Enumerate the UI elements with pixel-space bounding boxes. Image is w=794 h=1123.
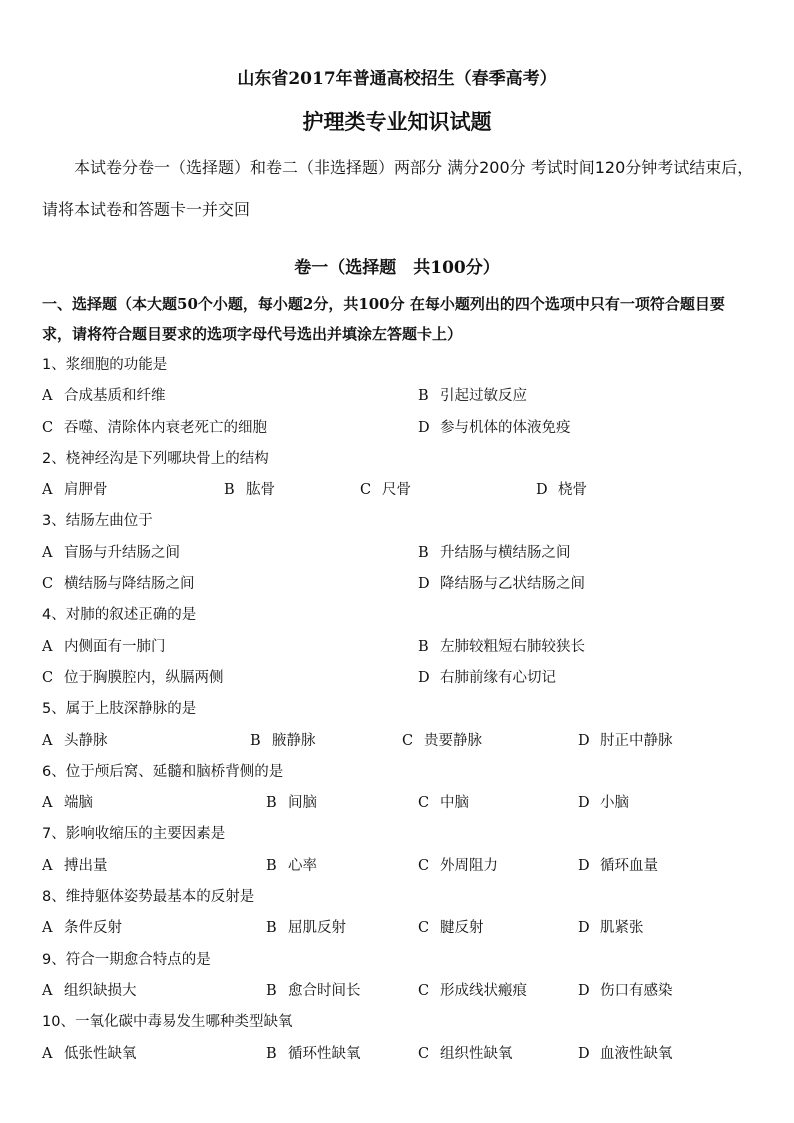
option-c — [418, 851, 498, 882]
option-text: 参与机体的体液免疫 — [440, 419, 571, 436]
question-stem: 5、属于上肢深静脉的是 — [42, 701, 197, 718]
option-text: 肩胛骨 — [64, 482, 108, 499]
option-text: 引起过敏反应 — [440, 388, 527, 405]
option-letter: B — [418, 638, 429, 655]
option-c — [402, 726, 482, 757]
option-d — [418, 569, 585, 600]
section-title: 卷一（选择题 共100分） — [294, 258, 500, 278]
option-letter: D — [418, 669, 430, 686]
option-c — [42, 663, 224, 694]
option-d — [578, 976, 673, 1007]
option-letter: D — [418, 576, 430, 593]
option-letter: C — [402, 732, 414, 749]
option-a — [42, 475, 108, 506]
option-text: 间脑 — [288, 795, 317, 812]
question-stem: 2、桡神经沟是下列哪块骨上的结构 — [42, 450, 269, 467]
option-c — [360, 475, 411, 506]
option-text: 腱反射 — [440, 920, 484, 937]
option-d — [536, 475, 587, 506]
option-letter: A — [42, 920, 53, 937]
option-a — [42, 538, 180, 569]
question-stem: 6、位于颅后窝、延髓和脑桥背侧的是 — [42, 763, 284, 780]
question-stem: 3、结肠左曲位于 — [42, 513, 153, 530]
option-text: 组织性缺氧 — [440, 1045, 513, 1062]
option-letter: B — [418, 544, 429, 561]
option-letter: A — [42, 1045, 53, 1062]
option-text: 头静脉 — [64, 732, 108, 749]
option-row — [42, 538, 754, 569]
option-row — [42, 475, 754, 506]
question-stem: 10、一氧化碳中毒易发生哪种类型缺氧 — [42, 1014, 293, 1031]
question-stem: 9、符合一期愈合特点的是 — [42, 951, 211, 968]
option-a — [42, 632, 166, 663]
option-b — [266, 851, 317, 882]
option-b — [266, 1039, 361, 1070]
option-row — [42, 788, 754, 819]
option-b — [266, 976, 361, 1007]
option-b — [418, 538, 571, 569]
option-row — [42, 381, 754, 412]
question-stem: 1、浆细胞的功能是 — [42, 357, 168, 373]
option-text: 端脑 — [64, 795, 93, 812]
option-text: 愈合时间长 — [288, 982, 361, 999]
option-text: 降结肠与乙状结肠之间 — [440, 576, 585, 593]
option-text: 心率 — [288, 857, 317, 874]
option-letter: D — [578, 857, 590, 874]
option-text: 肘正中静脉 — [600, 732, 673, 749]
question-stem: 4、对肺的叙述正确的是 — [42, 607, 197, 624]
option-letter: C — [42, 419, 54, 436]
option-a — [42, 788, 93, 819]
option-text: 低张性缺氧 — [64, 1045, 137, 1062]
option-row — [42, 569, 754, 600]
option-letter: B — [266, 920, 277, 937]
option-letter: C — [418, 795, 430, 812]
option-a — [42, 976, 137, 1007]
option-text: 尺骨 — [382, 482, 411, 499]
option-letter: A — [42, 732, 53, 749]
option-text: 循环血量 — [600, 857, 658, 874]
option-letter: D — [536, 482, 548, 499]
exam-intro: 本试卷分卷一（选择题）和卷二（非选择题）两部分 满分200分 考试时间120分钟考试结束后，请将本试卷和答题卡一并交回 — [42, 158, 754, 219]
option-letter: D — [418, 419, 430, 436]
option-c — [418, 913, 484, 944]
option-text: 盲肠与升结肠之间 — [64, 544, 180, 561]
option-text: 贵要静脉 — [424, 732, 482, 749]
option-text: 升结肠与横结肠之间 — [440, 544, 571, 561]
option-text: 搏出量 — [64, 857, 108, 874]
option-row — [42, 913, 754, 944]
option-text: 中脑 — [440, 795, 469, 812]
option-letter: B — [250, 732, 261, 749]
option-text: 肌紧张 — [600, 920, 644, 937]
option-letter: C — [418, 982, 430, 999]
option-letter: B — [224, 482, 235, 499]
option-letter: B — [266, 1045, 277, 1062]
option-b — [418, 381, 527, 412]
option-row — [42, 976, 754, 1007]
option-letter: A — [42, 857, 53, 874]
question-list — [42, 350, 754, 1070]
option-d — [418, 413, 571, 444]
option-row — [42, 726, 754, 757]
option-row — [42, 632, 754, 663]
option-text: 腋静脉 — [272, 732, 316, 749]
option-row — [42, 1039, 754, 1070]
option-letter: C — [42, 576, 54, 593]
option-letter: C — [42, 669, 54, 686]
option-text: 横结肠与降结肠之间 — [64, 576, 195, 593]
option-a — [42, 381, 166, 412]
option-a — [42, 851, 108, 882]
option-row — [42, 663, 754, 694]
option-text: 组织缺损大 — [64, 982, 137, 999]
option-letter: B — [266, 857, 277, 874]
option-d — [578, 788, 629, 819]
option-text: 右肺前缘有心切记 — [440, 669, 556, 686]
option-text: 合成基质和纤维 — [64, 388, 166, 405]
option-letter: A — [42, 982, 53, 999]
option-letter: D — [578, 795, 590, 812]
section-instructions: 一、选择题（本大题50个小题，每小题2分，共100分 在每小题列出的四个选项中只有一项符合题目要求，请将符合题目要求的选项字母代号选出并填涂左答题卡上） — [42, 295, 725, 343]
option-letter: A — [42, 388, 53, 405]
option-letter: A — [42, 638, 53, 655]
option-text: 循环性缺氧 — [288, 1045, 361, 1062]
option-text: 小脑 — [600, 795, 629, 812]
option-b — [266, 788, 317, 819]
option-letter: A — [42, 795, 53, 812]
option-b — [266, 913, 346, 944]
option-d — [578, 851, 658, 882]
option-a — [42, 913, 122, 944]
question-stem: 7、影响收缩压的主要因素是 — [42, 826, 226, 843]
option-letter: B — [418, 388, 429, 405]
option-letter: D — [578, 982, 590, 999]
option-c — [418, 1039, 513, 1070]
option-text: 位于胸膜腔内，纵膈两侧 — [64, 669, 224, 686]
option-text: 外周阻力 — [440, 857, 498, 874]
option-a — [42, 1039, 137, 1070]
option-letter: A — [42, 544, 53, 561]
option-letter: B — [266, 795, 277, 812]
option-d — [578, 726, 673, 757]
option-text: 屈肌反射 — [288, 920, 346, 937]
option-text: 内侧面有一肺门 — [64, 638, 166, 655]
option-letter: D — [578, 920, 590, 937]
option-c — [42, 569, 195, 600]
option-row — [42, 413, 754, 444]
option-text: 形成线状瘢痕 — [440, 982, 527, 999]
option-letter: C — [360, 482, 372, 499]
option-text: 吞噬、清除体内衰老死亡的细胞 — [64, 419, 267, 436]
exam-subtitle: 护理类专业知识试题 — [302, 109, 492, 134]
option-text: 伤口有感染 — [600, 982, 673, 999]
option-d — [418, 663, 556, 694]
option-c — [418, 788, 469, 819]
option-b — [250, 726, 316, 757]
option-a — [42, 726, 108, 757]
option-text: 血液性缺氧 — [600, 1045, 673, 1062]
option-text: 左肺较粗短右肺较狭长 — [440, 638, 585, 655]
exam-title: 山东省2017年普通高校招生（春季高考） — [237, 69, 557, 89]
option-b — [418, 632, 585, 663]
option-letter: D — [578, 1045, 590, 1062]
option-b — [224, 475, 275, 506]
option-text: 肱骨 — [246, 482, 275, 499]
option-c — [42, 413, 267, 444]
option-letter: D — [578, 732, 590, 749]
option-d — [578, 913, 644, 944]
option-letter: A — [42, 482, 53, 499]
option-d — [578, 1039, 673, 1070]
option-letter: C — [418, 1045, 430, 1062]
option-text: 条件反射 — [64, 920, 122, 937]
option-text: 桡骨 — [558, 482, 587, 499]
option-row — [42, 851, 754, 882]
question-stem: 8、维持躯体姿势最基本的反射是 — [42, 889, 255, 906]
option-letter: C — [418, 920, 430, 937]
option-c — [418, 976, 527, 1007]
option-letter: B — [266, 982, 277, 999]
option-letter: C — [418, 857, 430, 874]
